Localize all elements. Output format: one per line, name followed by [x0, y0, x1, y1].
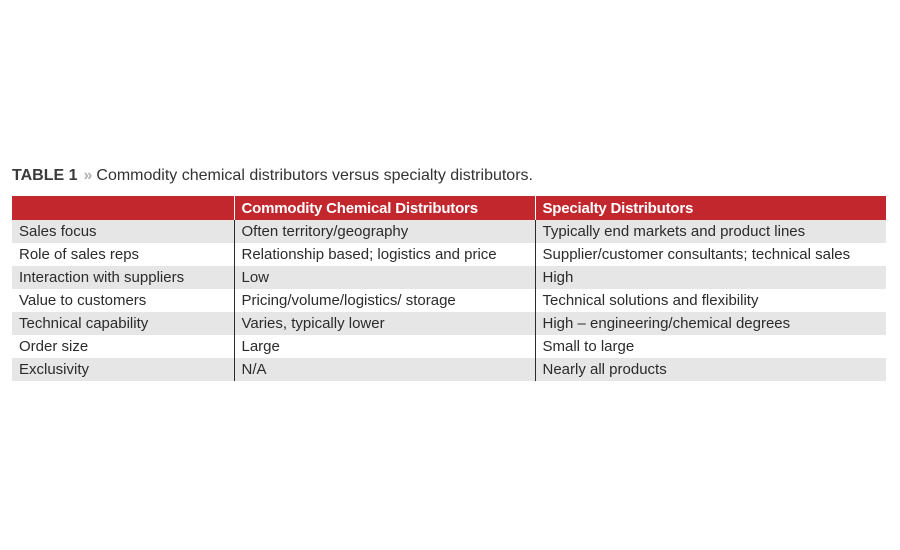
table-row — [12, 335, 886, 358]
table-row — [12, 243, 886, 266]
table-row — [12, 312, 886, 335]
commodity-cell: Often territory/geography — [234, 220, 535, 243]
row-label: Value to customers — [12, 289, 234, 312]
caption-separator-icon: » — [83, 167, 93, 184]
specialty-cell: Supplier/customer consultants; technical sales — [535, 243, 886, 266]
table-caption — [12, 166, 533, 186]
row-label: Sales focus — [12, 220, 234, 243]
specialty-cell: Technical solutions and flexibility — [535, 289, 886, 312]
table-row — [12, 220, 886, 243]
header-cell-commodity: Commodity Chemical Distributors — [234, 196, 535, 220]
commodity-cell: Low — [234, 266, 535, 289]
table-row — [12, 289, 886, 312]
specialty-cell: Small to large — [535, 335, 886, 358]
comparison-table — [12, 196, 886, 381]
header-cell-specialty: Specialty Distributors — [535, 196, 886, 220]
specialty-cell: High — [535, 266, 886, 289]
commodity-cell: Varies, typically lower — [234, 312, 535, 335]
table-header-row — [12, 196, 886, 220]
specialty-cell: Typically end markets and product lines — [535, 220, 886, 243]
commodity-cell: Relationship based; logistics and price — [234, 243, 535, 266]
row-label: Technical capability — [12, 312, 234, 335]
commodity-cell: Pricing/volume/logistics/ storage — [234, 289, 535, 312]
row-label: Exclusivity — [12, 358, 234, 381]
table-row — [12, 358, 886, 381]
commodity-cell: Large — [234, 335, 535, 358]
specialty-cell: High – engineering/chemical degrees — [535, 312, 886, 335]
header-cell-empty — [12, 196, 234, 220]
table-body — [12, 220, 886, 381]
commodity-cell: N/A — [234, 358, 535, 381]
specialty-cell: Nearly all products — [535, 358, 886, 381]
table-row — [12, 266, 886, 289]
row-label: Role of sales reps — [12, 243, 234, 266]
table-caption-label: TABLE 1 — [12, 167, 78, 184]
row-label: Order size — [12, 335, 234, 358]
table-caption-text: Commodity chemical distributors versus specialty distributors. — [96, 167, 533, 184]
row-label: Interaction with suppliers — [12, 266, 234, 289]
table-header — [12, 196, 886, 220]
